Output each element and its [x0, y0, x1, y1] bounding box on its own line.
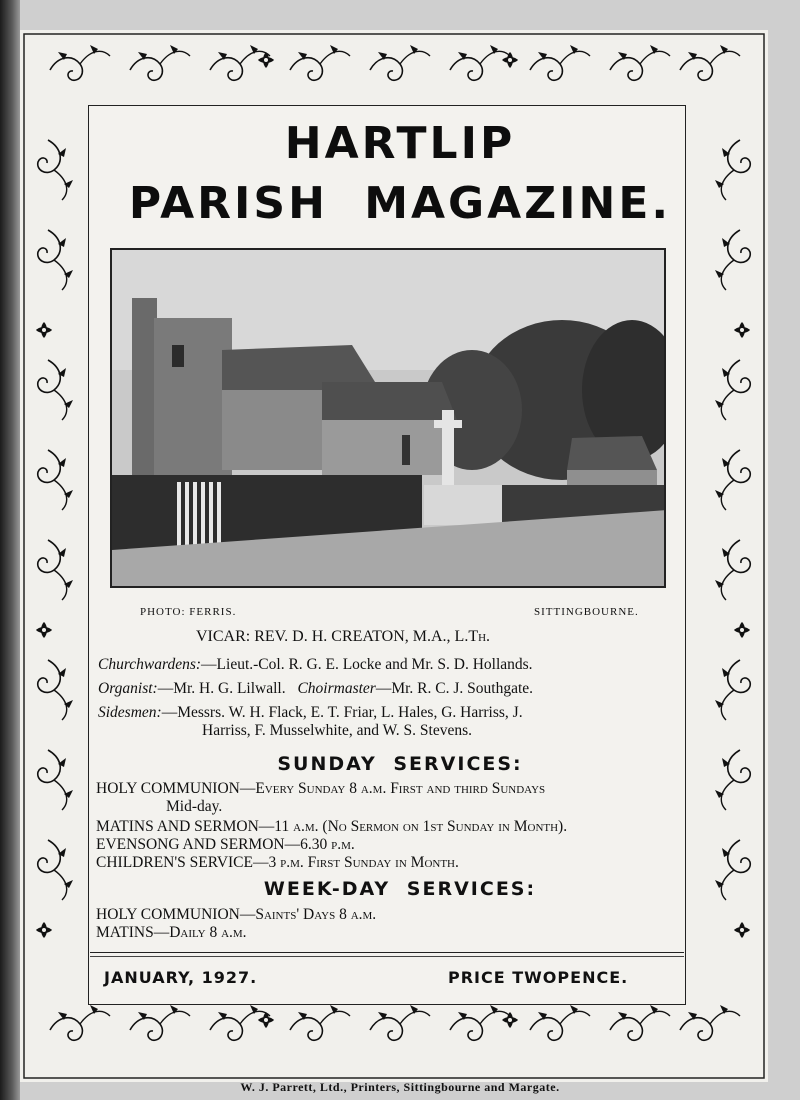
sunday-matins: MATINS AND SERMON—11 a.m. (No Sermon on 1st Sunday in Month).	[96, 818, 568, 835]
issue-price: PRICE TWOPENCE.	[448, 968, 629, 987]
choirmaster-label: Choirmaster	[297, 680, 376, 697]
sunday-evensong: EVENSONG AND SERMON—6.30 p.m.	[96, 836, 355, 853]
weekday-holy-communion: HOLY COMMUNION—Saints' Days 8 a.m.	[96, 906, 377, 923]
sidesmen-names-1: —Messrs. W. H. Flack, E. T. Friar, L. Hales, G. Harriss, J.	[161, 704, 523, 721]
weekday-services-heading: WEEK-DAY SERVICES:	[263, 878, 537, 900]
organist-label: Organist:	[98, 680, 158, 697]
magazine-title-line2: PARISH MAGAZINE.	[128, 178, 672, 229]
sunday-services-heading: SUNDAY SERVICES:	[277, 753, 523, 775]
churchwardens-line	[98, 656, 533, 674]
sunday-midday: Mid-day.	[166, 798, 223, 815]
magazine-title-line1: HARTLIP	[284, 118, 516, 169]
organist-name: —Mr. H. G. Lilwall.	[157, 680, 286, 697]
weekday-matins: MATINS—Daily 8 a.m.	[96, 924, 247, 941]
churchwardens-label: Churchwardens:	[98, 656, 202, 673]
footer-rule-top-inner	[90, 956, 684, 957]
footer-rule-top	[90, 952, 684, 953]
sunday-holy-communion: HOLY COMMUNION—Every Sunday 8 a.m. First and third Sundays	[96, 780, 546, 797]
vicar-line: VICAR: REV. D. H. CREATON, M.A., L.Th.	[196, 628, 491, 645]
church-photograph	[110, 248, 666, 588]
sidesmen-names-2: Harriss, F. Musselwhite, and W. S. Stevens.	[202, 722, 473, 739]
photo-credit: PHOTO: FERRIS.	[140, 606, 237, 618]
organist-line	[98, 680, 533, 698]
churchwardens-names: —Lieut.-Col. R. G. E. Locke and Mr. S. D. Hollands.	[201, 656, 533, 673]
sidesmen-label: Sidesmen:	[98, 704, 162, 721]
choirmaster-name: —Mr. R. C. J. Southgate.	[375, 680, 534, 697]
issue-date: JANUARY, 1927.	[104, 968, 258, 987]
photo-location: SITTINGBOURNE.	[534, 606, 639, 618]
printer-imprint: W. J. Parrett, Ltd., Printers, Sittingbourne and Margate.	[240, 1080, 560, 1094]
sidesmen-line	[98, 704, 523, 722]
sunday-childrens-service: CHILDREN'S SERVICE—3 p.m. First Sunday in Month.	[96, 854, 459, 871]
